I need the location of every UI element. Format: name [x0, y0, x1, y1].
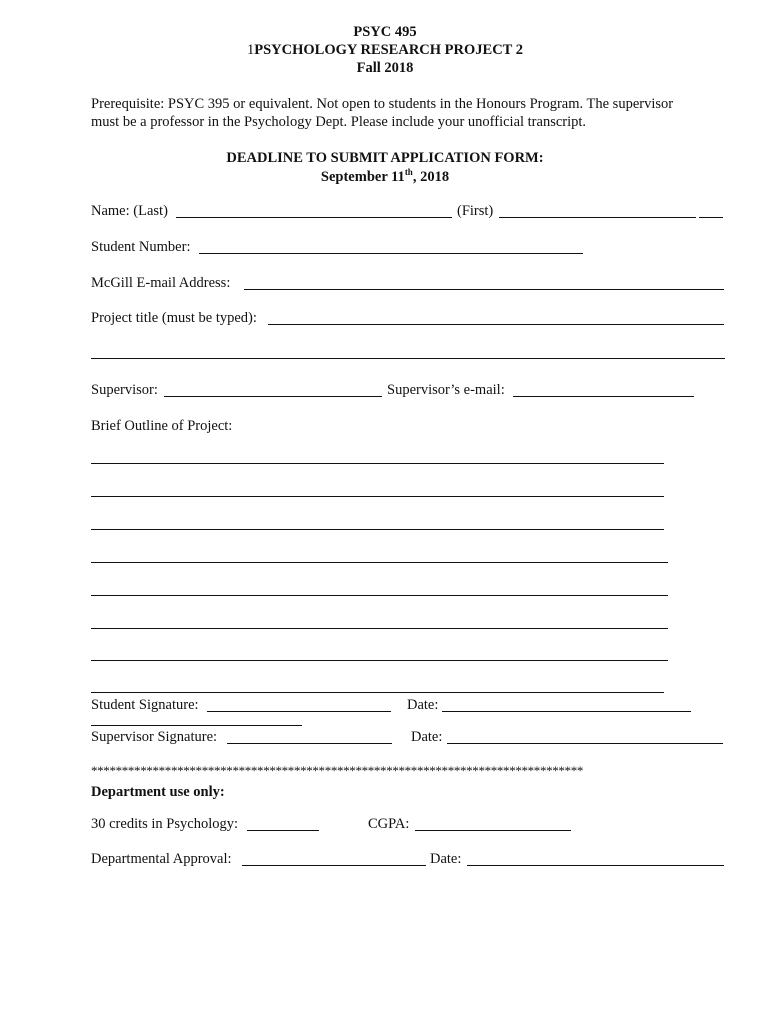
course-code: PSYC 495 — [353, 24, 417, 40]
supervisor-date-field[interactable] — [447, 743, 723, 744]
credits-label: 30 credits in Psychology: — [91, 816, 239, 832]
student-date-label: Date: — [407, 697, 439, 713]
prerequisite-line-1: Prerequisite: PSYC 395 or equivalent. Not open to students in the Honours Program. The supervisor — [91, 96, 674, 112]
approval-field[interactable] — [242, 865, 426, 866]
supervisor-date-label: Date: — [411, 729, 443, 745]
name-extra-field[interactable] — [699, 217, 723, 218]
name-last-field[interactable] — [176, 217, 452, 218]
student-signature-continuation — [91, 725, 302, 726]
student-signature-label: Student Signature: — [91, 697, 199, 713]
approval-date-label: Date: — [430, 851, 462, 867]
project-title-field-2[interactable] — [91, 358, 725, 359]
title-text: PSYCHOLOGY RESEARCH PROJECT 2 — [254, 42, 523, 58]
cgpa-field[interactable] — [415, 830, 571, 831]
deadline-date-sup: th — [404, 167, 413, 177]
outline-line-4[interactable] — [91, 562, 668, 563]
student-number-field[interactable] — [199, 253, 583, 254]
project-title-field[interactable] — [268, 324, 724, 325]
email-label: McGill E-mail Address: — [91, 275, 231, 291]
deadline-date-year: , 2018 — [412, 168, 450, 185]
outline-line-6[interactable] — [91, 628, 668, 629]
supervisor-signature-field[interactable] — [227, 743, 392, 744]
outline-line-7[interactable] — [91, 660, 668, 661]
student-signature-field[interactable] — [207, 711, 391, 712]
outline-line-3[interactable] — [91, 529, 664, 530]
student-number-label: Student Number: — [91, 239, 191, 255]
outline-line-5[interactable] — [91, 595, 668, 596]
name-first-field[interactable] — [499, 217, 696, 218]
outline-line-8[interactable] — [91, 692, 664, 693]
supervisor-field[interactable] — [164, 396, 382, 397]
supervisor-email-label: Supervisor’s e-mail: — [387, 382, 505, 398]
deadline-heading: DEADLINE TO SUBMIT APPLICATION FORM: — [226, 150, 544, 166]
prerequisite-line-2: must be a professor in the Psychology Dept. Please include your unofficial transcript. — [91, 114, 587, 130]
student-date-field[interactable] — [442, 711, 691, 712]
separator: ******************************************************************************** — [91, 763, 584, 778]
deadline-date — [0, 167, 770, 186]
deadline-date-text: September 11 — [320, 168, 405, 185]
outline-line-1[interactable] — [91, 463, 664, 464]
name-last-label: Name: (Last) — [91, 203, 168, 219]
credits-field[interactable] — [247, 830, 319, 831]
cgpa-label: CGPA: — [368, 816, 410, 832]
supervisor-label: Supervisor: — [91, 382, 158, 398]
approval-date-field[interactable] — [467, 865, 724, 866]
title-prefix: 1 — [247, 42, 255, 58]
supervisor-email-field[interactable] — [513, 396, 694, 397]
department-heading: Department use only: — [91, 784, 225, 800]
name-first-label: (First) — [457, 203, 494, 219]
project-title-label: Project title (must be typed): — [91, 310, 257, 326]
outline-line-2[interactable] — [91, 496, 664, 497]
form-title — [0, 42, 770, 59]
email-field[interactable] — [244, 289, 724, 290]
term: Fall 2018 — [356, 60, 414, 76]
approval-label: Departmental Approval: — [91, 851, 232, 867]
outline-label: Brief Outline of Project: — [91, 418, 233, 434]
supervisor-signature-label: Supervisor Signature: — [91, 729, 218, 745]
